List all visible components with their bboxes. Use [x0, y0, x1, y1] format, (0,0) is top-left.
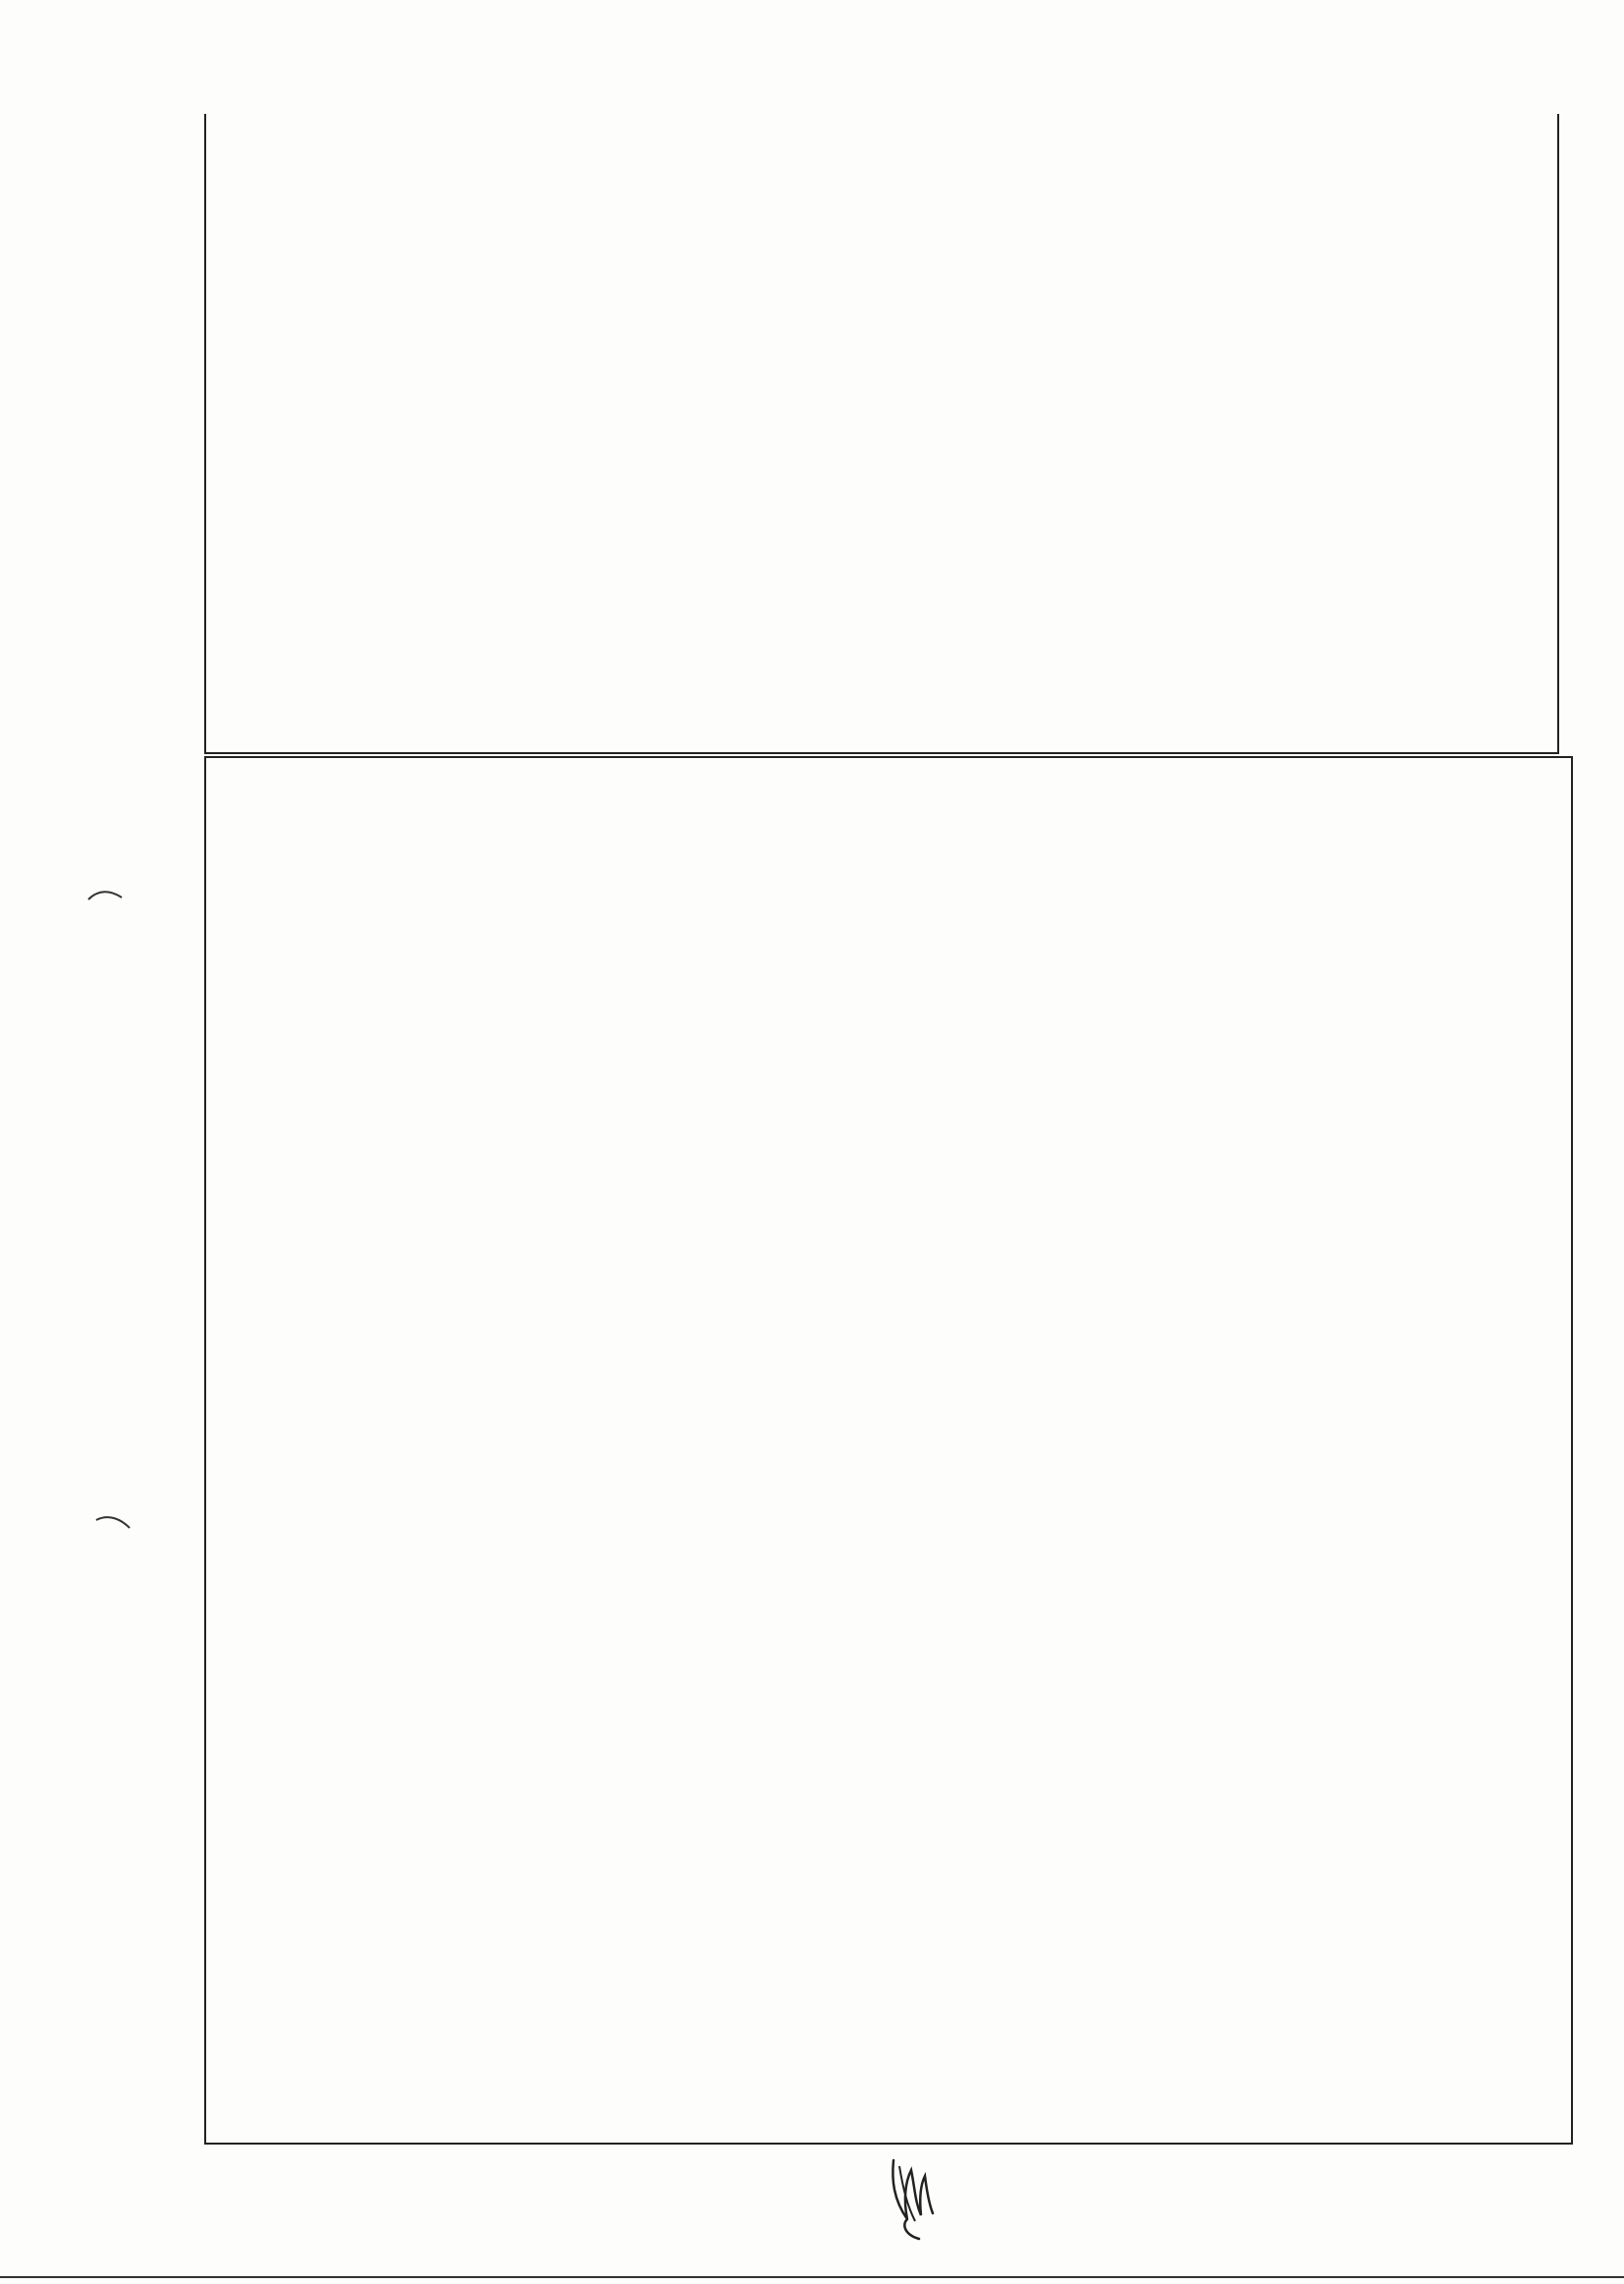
signature-mark — [864, 2141, 952, 2249]
footer-rule — [0, 2276, 1624, 2278]
top-schools-table — [204, 114, 1559, 754]
scan-mark-1 — [86, 886, 126, 905]
scan-mark-2 — [94, 1512, 134, 1532]
bottom-schools-table — [204, 756, 1573, 2145]
